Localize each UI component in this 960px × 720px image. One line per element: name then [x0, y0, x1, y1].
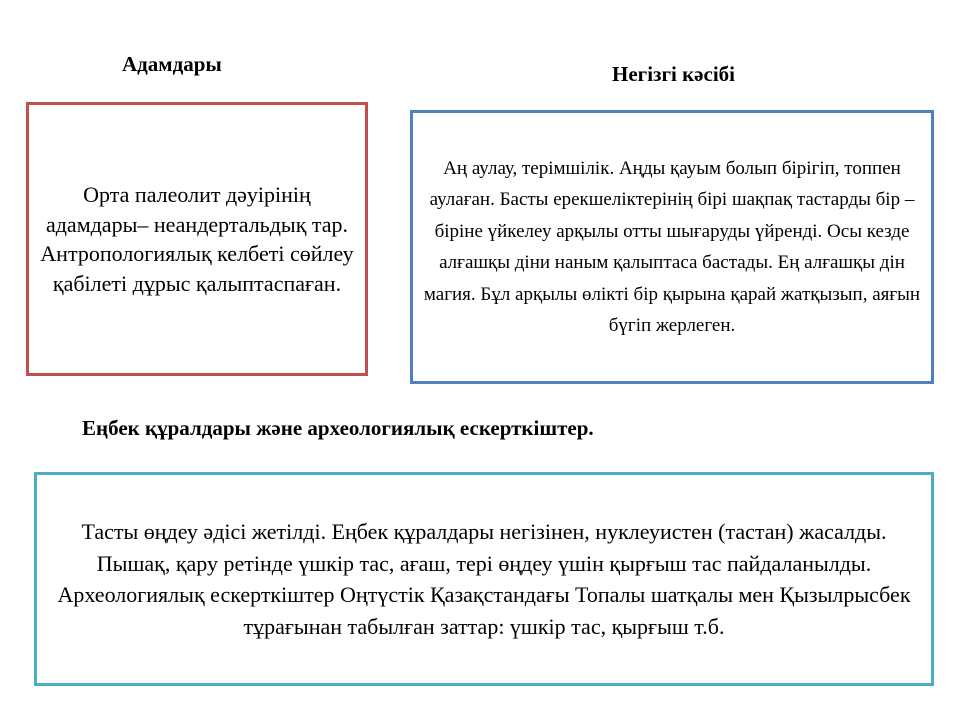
- occupation-text: Аң аулау, терімшілік. Аңды қауым болып бірігіп, топпен аулаған. Басты ерекшеліктерінің бірі шақпақ тастарды бір – біріне үйкелеу арқылы отты шығаруды үйренді. Осы кезде алғашқы діни наным қалыптаса бастады. Ең алғашқы дін магия. Бұл арқылы өлікті бір қырына қарай жатқызып, аяғын бүгіп жерлеген.: [423, 157, 921, 336]
- people-heading: Адамдары: [122, 52, 222, 76]
- people-text: Орта палеолит дәуірінің адамдары– неандертальдық тар. Антропологиялық келбеті сөйлеу қабілеті дұрыс қалыптаспаған.: [40, 182, 354, 296]
- people-box: [26, 102, 368, 376]
- tools-heading: Еңбек құралдары және археологиялық ескерткіштер.: [82, 416, 594, 440]
- occupation-box: [410, 110, 934, 384]
- tools-text: Тасты өңдеу әдісі жетілді. Еңбек құралдары негізінен, нуклеуистен (тастан) жасалды. Пышақ, қару ретінде үшкір тас, ағаш, тері өңдеу үшін қырғыш тас пайдаланылды. Археологиялық ескерткіштер Оңтүстік Қазақстандағы Топалы шатқалы мен Қызылрысбек тұрағынан табылған заттар: үшкір тас, қырғыш т.б.: [57, 519, 911, 639]
- tools-box: [34, 472, 934, 686]
- occupation-heading: Негізгі кәсібі: [612, 62, 735, 86]
